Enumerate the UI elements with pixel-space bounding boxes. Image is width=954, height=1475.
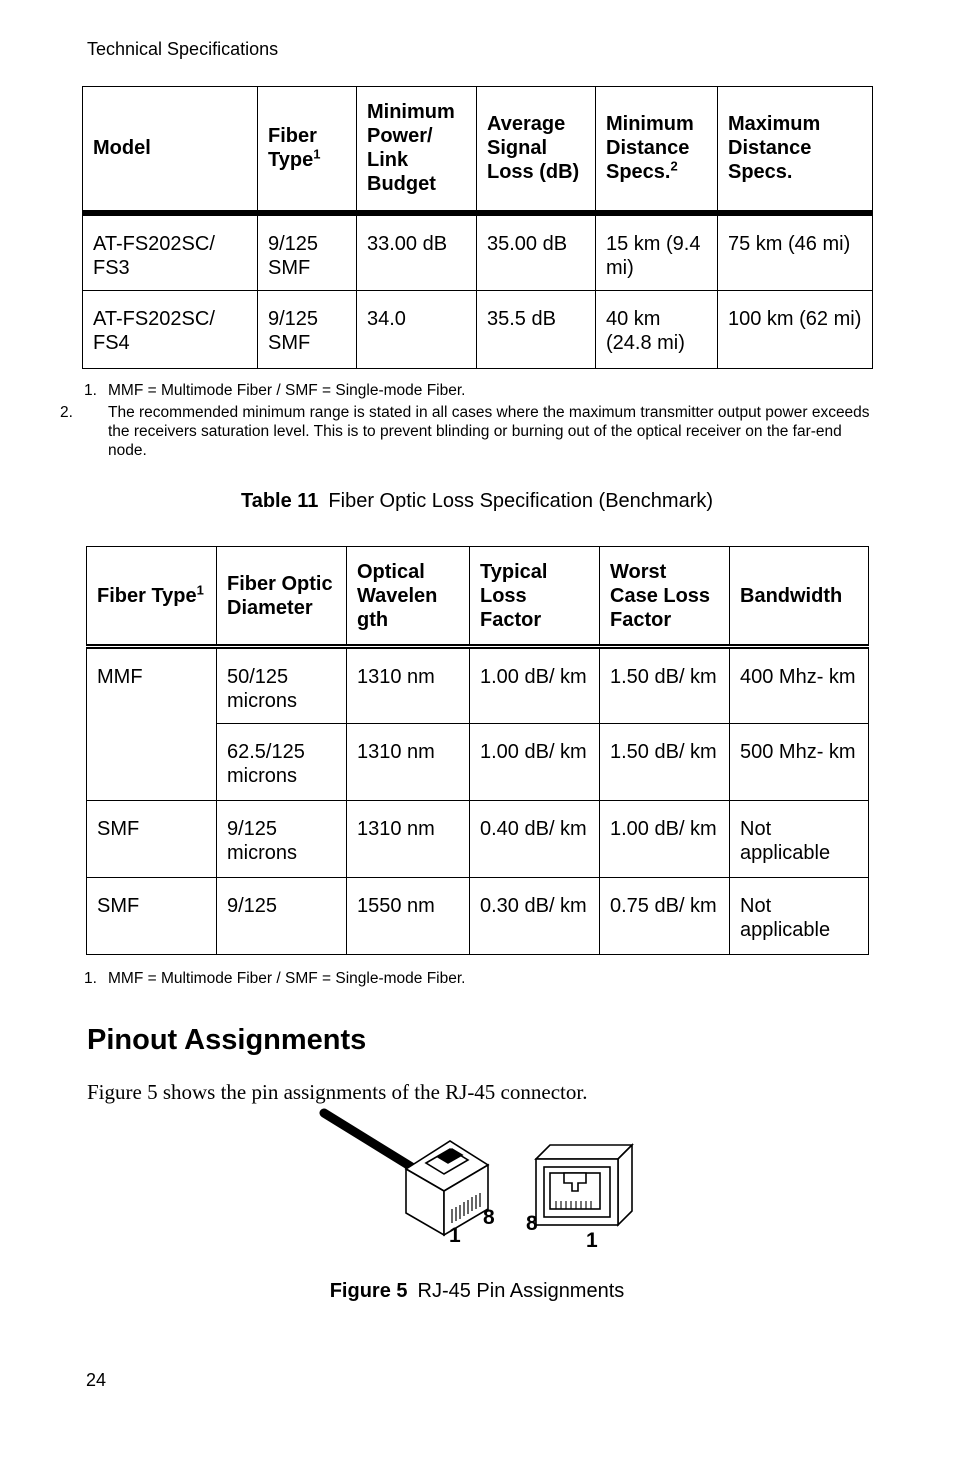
header-cell: Maximum Distance Specs. — [718, 87, 873, 213]
plug-pin-1-label: 1 — [449, 1224, 461, 1247]
table-cell: 9/125 — [217, 878, 347, 955]
table-cell: 1.50 dB/ km — [600, 724, 730, 801]
table-cell: SMF — [87, 801, 217, 878]
table-cell: AT-FS202SC/ FS4 — [83, 291, 258, 369]
header-cell: Typical Loss Factor — [470, 547, 600, 647]
table-cell: 15 km (9.4 mi) — [596, 213, 718, 291]
rj45-plug-drawing — [324, 1113, 488, 1235]
fiber-loss-table — [86, 546, 869, 955]
jack-pin-8-label: 8 — [526, 1212, 538, 1235]
header-cell: Optical Wavelen gth — [347, 547, 470, 647]
table1-footnote-1: 1. MMF = Multimode Fiber / SMF = Single-mode Fiber. — [84, 382, 466, 399]
table-cell: AT-FS202SC/ FS3 — [83, 213, 258, 291]
header-cell: Fiber Optic Diameter — [217, 547, 347, 647]
table-cell: 1.00 dB/ km — [470, 724, 600, 801]
table-cell: 34.0 — [357, 291, 477, 369]
table-cell: 1310 nm — [347, 801, 470, 878]
body-paragraph: Figure 5 shows the pin assignments of the RJ-45 connector. — [87, 1080, 588, 1104]
distance-specs-table — [82, 86, 873, 369]
table-cell: 35.5 dB — [477, 291, 596, 369]
header-cell: Minimum Distance Specs.$^2$ — [596, 87, 718, 213]
table-cell: 1310 nm — [347, 647, 470, 724]
header-cell: Model — [83, 87, 258, 213]
table-cell: 40 km (24.8 mi) — [596, 291, 718, 369]
header-cell: Bandwidth — [730, 547, 869, 647]
table-row — [83, 213, 873, 291]
table-cell: 0.40 dB/ km — [470, 801, 600, 878]
table-cell: 0.30 dB/ km — [470, 878, 600, 955]
header-cell: Fiber Type$^1$ — [258, 87, 357, 213]
table-cell: 1550 nm — [347, 878, 470, 955]
table-header-row — [87, 547, 869, 647]
table-row — [87, 878, 869, 955]
running-head: Technical Specifications — [87, 39, 279, 59]
table-cell: 100 km (62 mi) — [718, 291, 873, 369]
header-cell: Minimum Power/ Link Budget — [357, 87, 477, 213]
header-cell: Average Signal Loss (dB) — [477, 87, 596, 213]
table-cell: 1310 nm — [347, 724, 470, 801]
table-row — [87, 647, 869, 724]
table-cell: 9/125 SMF — [258, 213, 357, 291]
section-heading: Pinout Assignments — [87, 1024, 367, 1056]
rj45-figure — [310, 1105, 650, 1255]
table-header-row — [83, 87, 873, 213]
table-row — [87, 801, 869, 878]
header-cell: Fiber Type$^1$ — [87, 547, 217, 647]
table2-footnote: 1. MMF = Multimode Fiber / SMF = Single-mode Fiber. — [84, 970, 466, 987]
figure-caption: Figure 5 RJ-45 Pin Assignments — [329, 1280, 625, 1302]
rj45-jack-drawing — [536, 1145, 632, 1225]
table-cell: 9/125 microns — [217, 801, 347, 878]
plug-pin-8-label: 8 — [483, 1206, 495, 1229]
table-caption: Table 11 Fiber Optic Loss Specification (Benchmark) — [240, 490, 714, 512]
table-cell: Not applicable — [730, 878, 869, 955]
table-cell: Not applicable — [730, 801, 869, 878]
table-cell: 400 Mhz- km — [730, 647, 869, 724]
table-cell: SMF — [87, 878, 217, 955]
header-cell: Worst Case Loss Factor — [600, 547, 730, 647]
table-cell: 75 km (46 mi) — [718, 213, 873, 291]
table-cell: 1.00 dB/ km — [470, 647, 600, 724]
table-cell: 62.5/125 microns — [217, 724, 347, 801]
table-cell: MMF — [87, 647, 217, 801]
table-cell: 9/125 SMF — [258, 291, 357, 369]
table-cell: 35.00 dB — [477, 213, 596, 291]
table1-footnote-2: 2. The recommended minimum range is stated in all cases where the maximum transmitter output power exceeds the receivers saturation level. This is to prevent blinding or burning out of the optical receiver on the far-end node. — [60, 404, 870, 459]
jack-pin-1-label: 1 — [586, 1229, 598, 1252]
table-cell: 33.00 dB — [357, 213, 477, 291]
table-cell: 1.50 dB/ km — [600, 647, 730, 724]
table-row — [83, 291, 873, 369]
table-cell: 50/125 microns — [217, 647, 347, 724]
table-cell: 0.75 dB/ km — [600, 878, 730, 955]
table-cell: 1.00 dB/ km — [600, 801, 730, 878]
table-cell: 500 Mhz- km — [730, 724, 869, 801]
page-number: 24 — [86, 1370, 107, 1390]
